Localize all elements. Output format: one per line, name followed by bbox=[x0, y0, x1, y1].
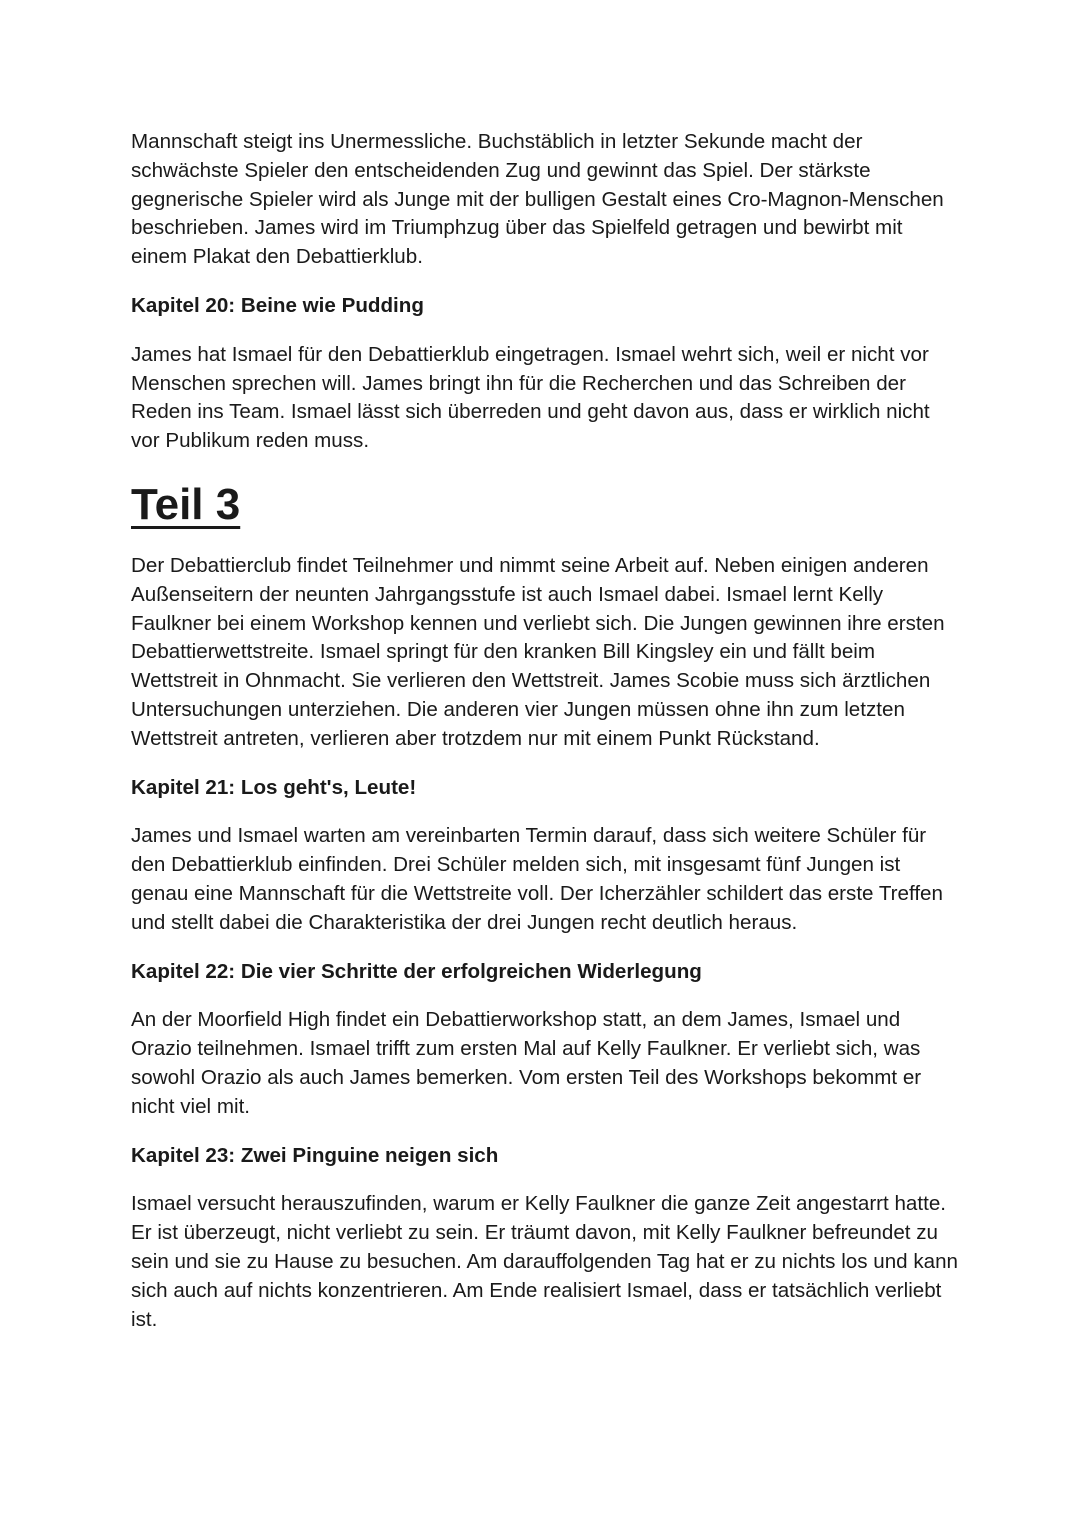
chapter-23-heading: Kapitel 23: Zwei Pinguine neigen sich bbox=[131, 1143, 499, 1167]
chapter-20-text: James hat Ismael für den Debattierklub eingetragen. Ismael wehrt sich, weil er nicht vor Menschen sprechen will. James bringt ihn für die Recherchen und das Schreiben der Reden ins Team. Ismael lässt sich überreden und geht davon aus, dass er wirklich nicht vor Publikum reden muss. bbox=[131, 342, 930, 453]
chapter-20-heading: Kapitel 20: Beine wie Pudding bbox=[131, 293, 424, 317]
part-3-heading: Teil 3 bbox=[131, 479, 241, 529]
chapter-23-text: Ismael versucht herauszufinden, warum er Kelly Faulkner die ganze Zeit angestarrt hatte. Er ist überzeugt, nicht verliebt zu sein. Er träumt davon, mit Kelly Faulkner befreundet zu sein und sie zu Hause zu besuchen. Am darauffolgenden Tag hat er zu nichts los und kann sich auch auf nichts konzentrieren. Am Ende realisiert Ismael, dass er tatsächlich verliebt ist. bbox=[131, 1192, 958, 1331]
document-page bbox=[131, 128, 961, 1354]
intro-paragraph: Mannschaft steigt ins Unermessliche. Buchstäblich in letzter Sekunde macht der schwächste Spieler den entscheidenden Zug und gewinnt das Spiel. Der stärkste gegnerische Spieler wird als Junge mit der bulligen Gestalt eines Cro-Magnon-Menschen beschrieben. James wird im Triumphzug über das Spielfeld getragen und bewirbt mit einem Plakat den Debattierklub. bbox=[131, 130, 944, 269]
part-3-summary: Der Debattierclub findet Teilnehmer und nimmt seine Arbeit auf. Neben einigen anderen Außenseitern der neunten Jahrgangsstufe ist auch Ismael dabei. Ismael lernt Kelly Faulkner bei einem Workshop kennen und verliebt sich. Die Jungen gewinnen ihre ersten Debattierwettstreite. Ismael springt für den kranken Bill Kingsley ein und fällt beim Wettstreit in Ohnmacht. Sie verlieren den Wettstreit. James Scobie muss sich ärztlichen Untersuchungen unterziehen. Die anderen vier Jungen müssen ohne ihn zum letzten Wettstreit antreten, verlieren aber trotzdem nur mit einem Punkt Rückstand. bbox=[131, 553, 945, 750]
chapter-22-text: An der Moorfield High findet ein Debattierworkshop statt, an dem James, Ismael und Orazio teilnehmen. Ismael trifft zum ersten Mal auf Kelly Faulkner. Er verliebt sich, was sowohl Orazio als auch James bemerken. Vom ersten Teil des Workshops bekommt er nicht viel mit. bbox=[131, 1008, 922, 1118]
chapter-21-heading: Kapitel 21: Los geht's, Leute! bbox=[131, 775, 417, 799]
chapter-21-text: James und Ismael warten am vereinbarten Termin darauf, dass sich weitere Schüler für den Debattierklub einfinden. Drei Schüler melden sich, mit insgesamt fünf Jungen ist genau eine Mannschaft für die Wettstreite voll. Der Icherzähler schildert das erste Treffen und stellt dabei die Charakteristika der drei Jungen recht deutlich heraus. bbox=[131, 824, 943, 934]
chapter-22-heading: Kapitel 22: Die vier Schritte der erfolgreichen Widerlegung bbox=[131, 959, 702, 983]
